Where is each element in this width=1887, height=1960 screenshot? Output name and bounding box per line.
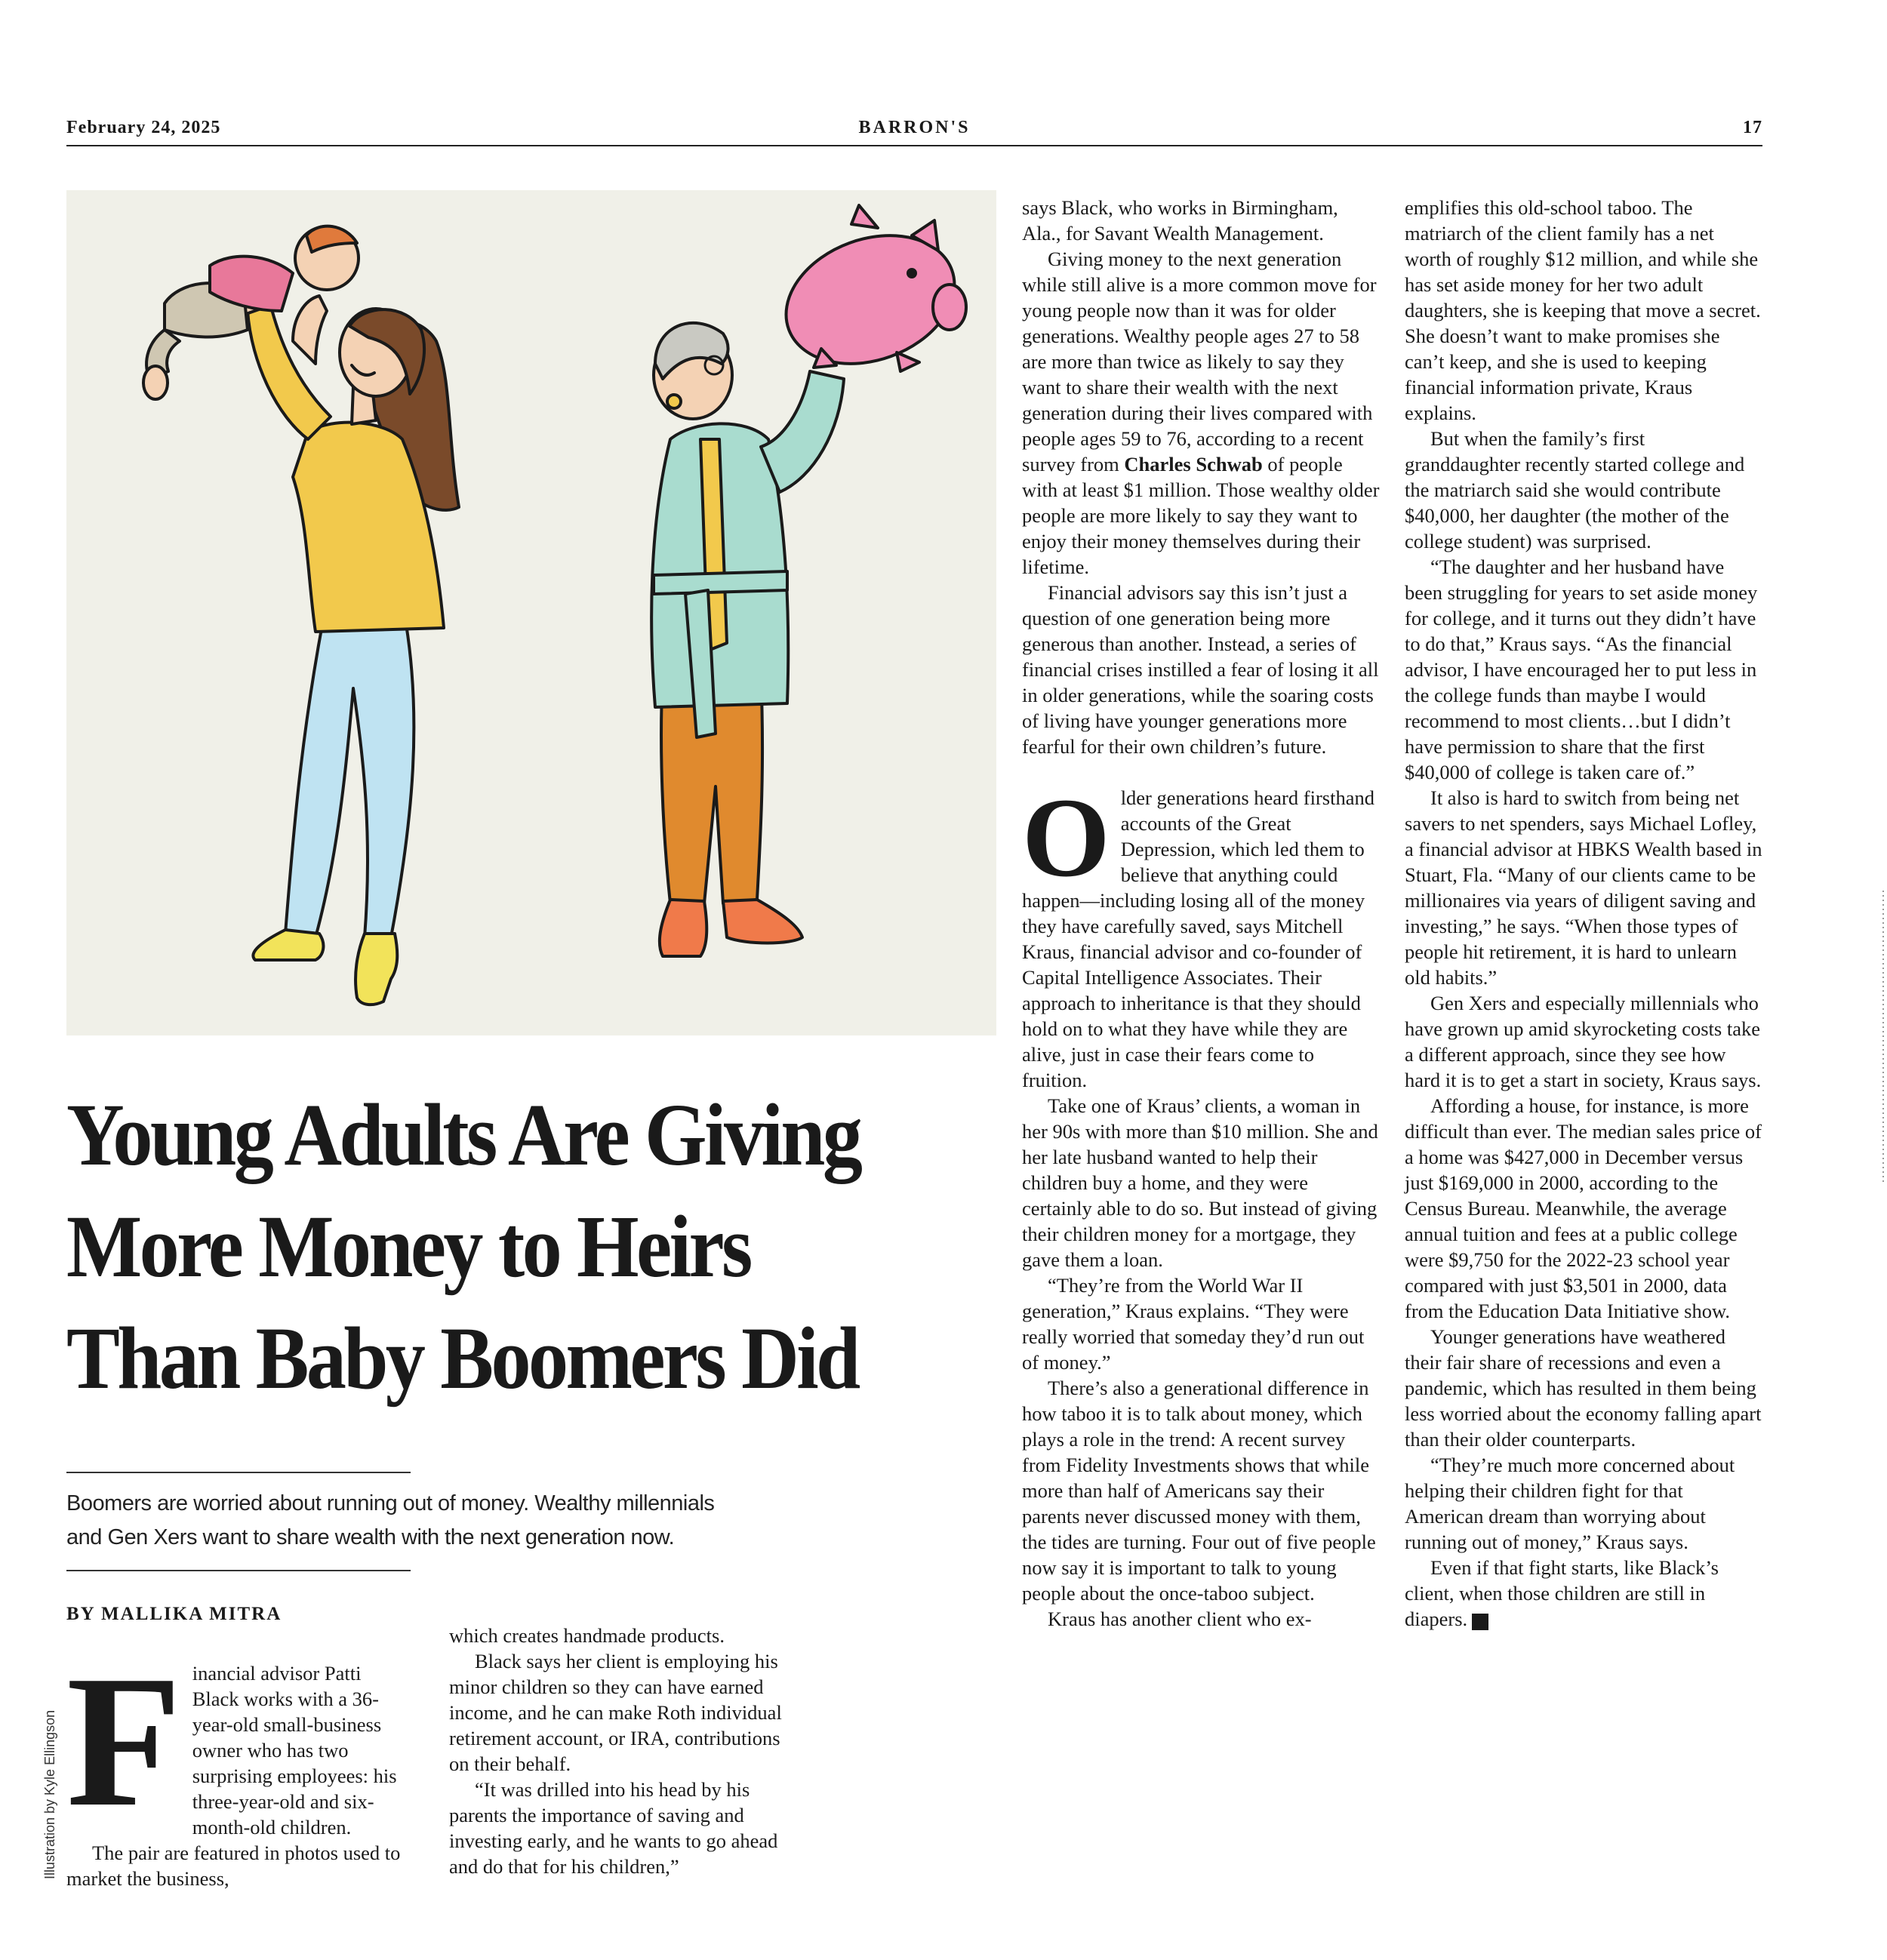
publication-name: BARRON'S <box>858 118 971 137</box>
article-paragraph: Black says her client is employing his minor children so they can have earned income, and he can make Roth individual retirement account, or IRA, contributions on their behalf. <box>449 1650 782 1775</box>
deck-top-rule <box>66 1472 411 1473</box>
drop-cap: O <box>1022 775 1110 900</box>
byline: BY MALLIKA MITRA <box>66 1604 282 1624</box>
article-paragraph: Younger generations have weathered their fair share of recessions and even a pandemic, which has resulted in them being less worried about the economy falling apart than their older counterparts. <box>1405 1325 1762 1451</box>
page-number: 17 <box>1743 118 1762 137</box>
deck-bottom-rule <box>66 1570 411 1571</box>
article-paragraph: Take one of Kraus’ clients, a woman in her 90s with more than $10 million. She and her late husband wanted to help their children buy a home, and they were certainly able to do so. But instead of giving their children money for a mortgage, they gave them a loan. <box>1022 1094 1378 1271</box>
article-column-3 <box>1022 195 1381 1632</box>
illustration-credit: Illustration by Kyle Ellingson <box>42 1709 57 1879</box>
article-paragraph: Gen Xers and especially millennials who have grown up amid skyrocketing costs take a different approach, since they see how hard it is to get a start in society, Kraus says. <box>1405 992 1762 1091</box>
article-paragraph: says Black, who works in Birmingham, Ala., for Savant Wealth Management. <box>1022 196 1338 245</box>
article-headline <box>66 1079 909 1414</box>
article-paragraph: Even if that fight starts, like Black’s client, when those children are still in diapers. B <box>1405 1556 1719 1630</box>
article-paragraph: It also is hard to switch from being net savers to net spenders, says Michael Lofley, a financial advisor at HBKS Wealth based in Stuart, Fla. “Many of our clients came to be millionaires via years of diligent saving and investing,” he says. “When those types of people hit retirement, it is hard to unlearn old habits.” <box>1405 786 1762 989</box>
article-illustration <box>66 190 996 1035</box>
article-paragraph: which creates handmade products. <box>449 1624 725 1647</box>
article-paragraph: Financial advisors say this isn’t just a question of one generation being more generous than another. Instead, a series of financial crises instilled a fear of losing it all in older generations, while the soaring costs of living have younger generations more fearful for their own children’s future. <box>1022 581 1379 758</box>
deck-line: and Gen Xers want to share wealth with the next generation now. <box>66 1525 675 1549</box>
article-paragraph: Older generations heard firsthand accounts of the Great Depression, which led them to believe that anything could happen—including losing all of the money they have carefully saved, says Mitchell Kraus, financial advisor and co-founder of Capital Intelligence Associates. Their approach to inheritance is that they should hold on to what they have while they are alive, just in case their fears come to fruition. <box>1022 775 1374 1091</box>
article-paragraph: emplifies this old-school taboo. The matriarch of the client family has a net worth of roughly $12 million, and while she has set aside money for her two adult daughters, she is keeping that move a secret. She doesn’t want to make promises she can’t keep, and she is used to keeping financial information private, Kraus explains. <box>1405 196 1761 424</box>
drop-cap: F <box>66 1637 182 1846</box>
article-paragraph: Financial advisor Patti Black works with a 36-year-old small-business owner who has two surprising employees: his three-year-old and six-month-old children. <box>66 1637 397 1846</box>
article-paragraph: “They’re much more concerned about helping their children fight for that American dream than worrying about running out of money,” Kraus says. <box>1405 1454 1735 1553</box>
article-deck <box>66 1487 821 1555</box>
article-paragraph: There’s also a generational difference in how taboo it is to talk about money, which plays a role in the trend: A recent survey from Fidelity Investments shows that while more than half of Americans say their parents never discussed money with them, the tides are turning. Four out of five people now say it is important to talk to young people about the once-taboo subject. <box>1022 1377 1376 1605</box>
article-column-2 <box>449 1623 804 1879</box>
headline-line: Than Baby Boomers Did <box>66 1309 858 1408</box>
article-paragraph: “They’re from the World War II generation,” Kraus explains. “They were really worried that someday they’d run out of money.” <box>1022 1274 1365 1374</box>
article-paragraph: “It was drilled into his head by his parents the importance of saving and investing early, and he wants to go ahead and do that for his children,” <box>449 1778 778 1878</box>
headline-line: More Money to Heirs <box>66 1197 750 1296</box>
issue-date: February 24, 2025 <box>66 118 221 137</box>
article-paragraph: Giving money to the next generation while still alive is a more common move for young people now than it was for older generations. Wealthy people ages 27 to 58 are more than twice as likely to say they want to share their wealth with the next generation during their lives compared with people ages 59 to 76, according to a recent survey from Charles Schwab of people with at least $1 million. Those wealthy older people are more likely to say they want to enjoy their money themselves during their lifetime. <box>1022 248 1380 578</box>
article-paragraph: Affording a house, for instance, is more difficult than ever. The median sales price of a home was $427,000 in December versus just $169,000 in 2000, according to the Census Bureau. Meanwhile, the average annual tuition and fees at a public college were $9,750 for the 2022-23 school year compared with just $3,501 in 2000, data from the Education Data Initiative show. <box>1405 1094 1762 1322</box>
page-edge-perforation <box>1882 891 1884 1185</box>
article-paragraph: The pair are featured in photos used to market the business, <box>66 1842 401 1890</box>
page-header <box>66 115 1762 146</box>
company-name: Charles Schwab <box>1124 453 1263 475</box>
illustration-woman-baby-and-grandmother-piggy-bank <box>66 190 996 1035</box>
article-column-4 <box>1405 195 1763 1632</box>
article-paragraph: But when the family’s first granddaughter recently started college and the matriarch said she would contribute $40,000, her daughter (the mother of the college student) was surprised. <box>1405 427 1745 552</box>
article-paragraph: Kraus has another client who ex- <box>1048 1608 1312 1630</box>
end-mark-icon: B <box>1472 1614 1488 1630</box>
article-column-1 <box>66 1637 410 1891</box>
article-paragraph: “The daughter and her husband have been struggling for years to set aside money for college, and it turns out they didn’t have to do that,” Kraus says. “As the financial advisor, I have encouraged her to put less in the college funds than maybe I would recommend to most clients…but I didn’t have permission to share that the first $40,000 of college is taken care of.” <box>1405 555 1758 783</box>
deck-line: Boomers are worried about running out of money. Wealthy millennials <box>66 1491 715 1515</box>
headline-line: Young Adults Are Giving <box>66 1085 860 1184</box>
